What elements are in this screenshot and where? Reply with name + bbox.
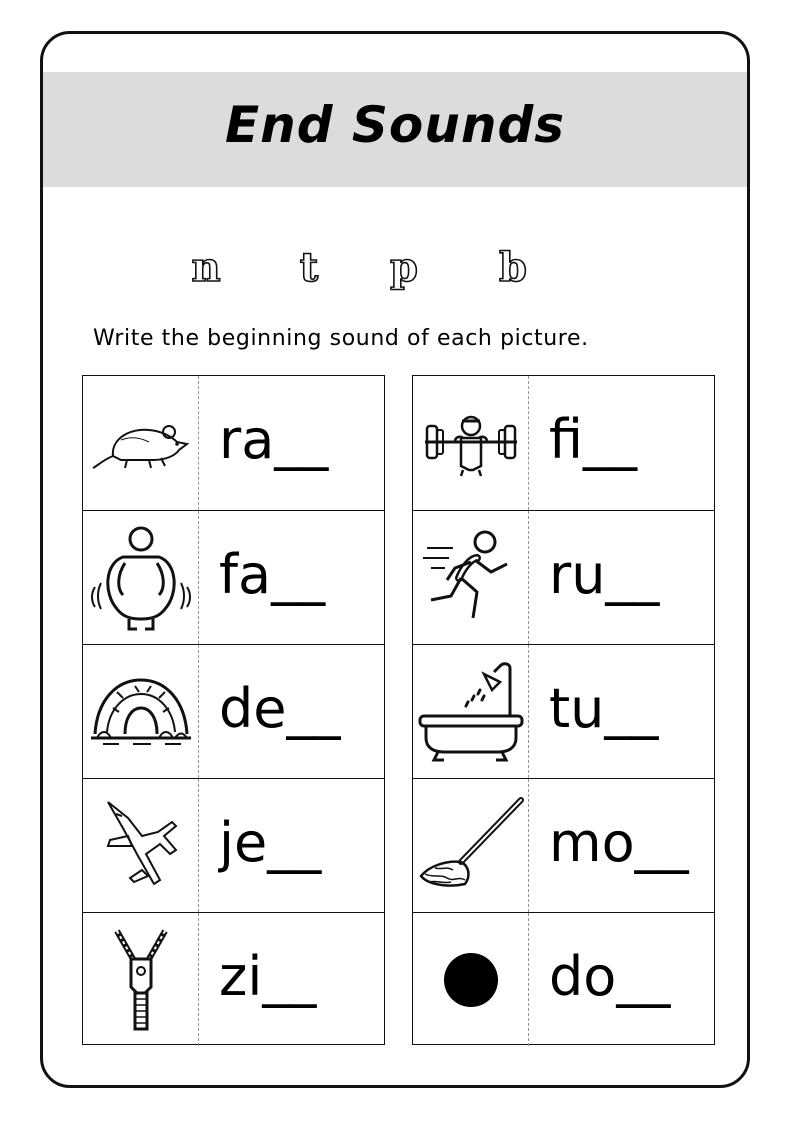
left-column xyxy=(82,375,385,1045)
mop-icon xyxy=(417,796,525,896)
dot-icon xyxy=(441,950,501,1010)
weightlifter-icon xyxy=(421,408,521,478)
instruction-text: Write the beginning sound of each picture. xyxy=(93,326,589,351)
fat-person-icon xyxy=(91,523,191,633)
list-item xyxy=(413,778,714,912)
letter-bank xyxy=(43,244,747,314)
list-item xyxy=(83,912,384,1046)
picture-cell xyxy=(413,913,529,1046)
picture-cell xyxy=(413,779,529,912)
word-prompt: je__ xyxy=(219,811,322,874)
picture-cell xyxy=(83,376,199,510)
running-person-icon xyxy=(421,528,521,628)
picture-cell xyxy=(83,645,199,778)
word-prompt: fa__ xyxy=(219,543,326,606)
list-item xyxy=(83,376,384,510)
picture-cell xyxy=(413,645,529,778)
letter-b: b xyxy=(499,244,527,291)
picture-cell xyxy=(83,511,199,644)
word-prompt: do__ xyxy=(549,945,671,1008)
list-item xyxy=(83,510,384,644)
rat-icon xyxy=(91,408,191,478)
word-prompt: zi__ xyxy=(219,945,317,1008)
worksheet-frame xyxy=(40,31,750,1088)
word-prompt: fi__ xyxy=(549,408,638,471)
word-prompt: tu__ xyxy=(549,677,659,740)
title-band xyxy=(43,72,747,187)
right-column xyxy=(412,375,715,1045)
letter-t: t xyxy=(299,244,319,291)
list-item xyxy=(413,912,714,1046)
word-prompt: de__ xyxy=(219,677,341,740)
picture-cell xyxy=(413,511,529,644)
zipper-icon xyxy=(111,925,171,1035)
picture-cell xyxy=(413,376,529,510)
list-item xyxy=(83,644,384,778)
word-prompt: ra__ xyxy=(219,408,329,471)
list-item xyxy=(413,510,714,644)
page-title: End Sounds xyxy=(224,96,566,154)
cave-den-icon xyxy=(89,672,193,752)
letter-n: n xyxy=(191,244,221,291)
picture-cell xyxy=(83,913,199,1046)
list-item xyxy=(413,644,714,778)
bathtub-icon xyxy=(418,660,524,764)
picture-cell xyxy=(83,779,199,912)
list-item xyxy=(83,778,384,912)
word-prompt: mo__ xyxy=(549,811,689,874)
word-prompt: ru__ xyxy=(549,543,660,606)
list-item xyxy=(413,376,714,510)
jet-plane-icon xyxy=(98,796,184,896)
letter-p: p xyxy=(390,244,418,291)
